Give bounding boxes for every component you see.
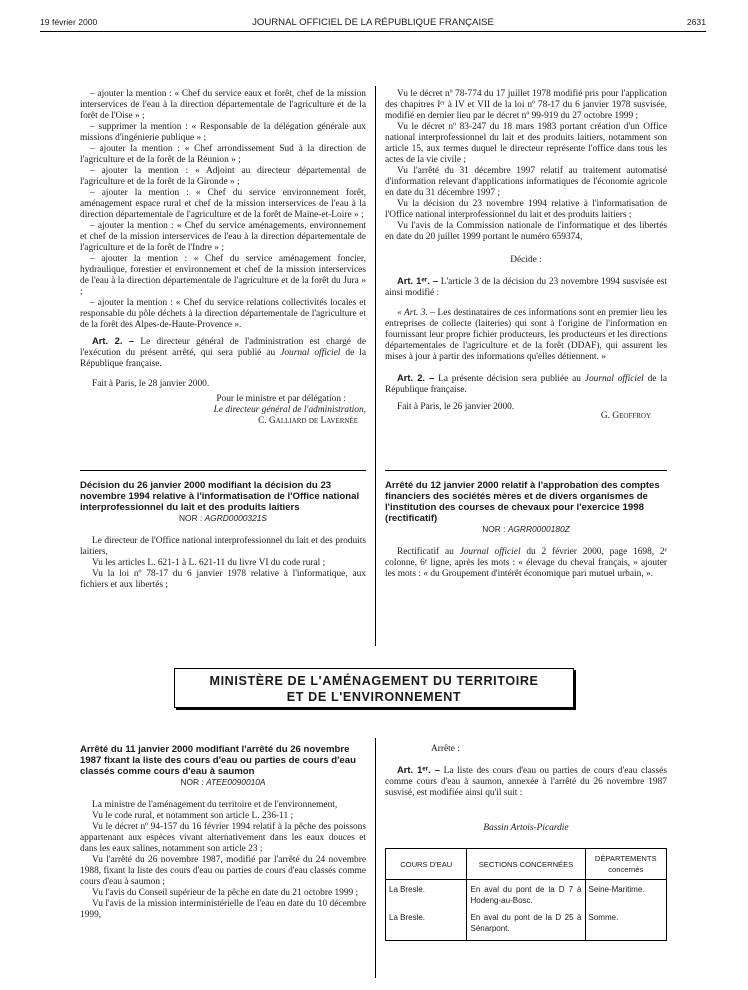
decide-heading: Décide : <box>510 255 542 265</box>
journal-ref: Journal officiel <box>280 348 341 358</box>
header-rule <box>40 31 706 32</box>
rivers-table <box>385 848 667 941</box>
list-item: – ajouter la mention : « Chef du service eaux et forêt, chef de la mission interservices de l'eau à la direction départementale de l'agriculture et de la forêt de l'Oise » ; <box>80 89 366 121</box>
article-label: Art. 1ᵉʳ. – <box>397 764 440 775</box>
nor-code: AGRD0000321S <box>204 513 267 523</box>
signature-line-1: Pour le ministre et par délégation : <box>216 394 346 404</box>
nor-label: NOR : <box>180 777 207 787</box>
column-divider-bottom <box>375 738 376 978</box>
text: Rectificatif au <box>397 547 460 557</box>
nor-code: ATEE0090010A <box>206 777 266 787</box>
paragraph: Vu l'avis du Conseil supérieur de la pêche en date du 21 octobre 1999 ; <box>92 888 359 898</box>
nor-code: AGRR0000180Z <box>507 524 570 534</box>
text: du 2 février 2000, page 1698, 2ᵉ colonne, 6ᵉ ligne, après les mots : « élevage du cheval français, » ajouter les mots : « du Groupement d'intérêt économique pari mutuel urbain, ». <box>385 547 668 579</box>
decision-title: Décision du 26 janvier 2000 modifiant la décision du 23 novembre 1994 relative à l'informatisation de l'Office national interprofessionnel du lait et des produits laitiers <box>80 480 360 513</box>
article-label: Art. 2. – <box>397 372 435 383</box>
list-item: – ajouter la mention : « Chef du service environnement forêt, aménagement espace rural et chef de la mission interservices de l'eau à la direction départementale de l'agriculture et de la forêt de Maine-et-Loire » ; <box>80 188 366 220</box>
list-item: – ajouter la mention : « Chef du service relations collectivités locales et responsable du pôle déchets à la direction départementale de l'agriculture et de la forêt des Alpes-de-Haute-Provence ». <box>80 298 366 330</box>
journal-title: JOURNAL OFFICIEL DE LA RÉPUBLIQUE FRANÇAISE <box>252 17 494 28</box>
section-rule <box>80 470 366 471</box>
nor-label: NOR : <box>482 524 508 534</box>
arrete-heading: Arrête : <box>431 744 460 754</box>
article-text: La présente décision sera publiée au <box>434 374 585 384</box>
article-label: Art. 1ᵉʳ. – <box>397 275 439 286</box>
paragraph: Vu l'avis de la mission interministérielle de l'eau en date du 10 décembre 1999, <box>80 899 366 920</box>
paragraph: Vu l'arrêté du 26 novembre 1987, modifié par l'arrêté du 24 novembre 1988, fixant la liste des cours d'eau ou parties de cours d'eau classés comme cours d'eau à saumon ; <box>80 855 366 887</box>
list-item: – ajouter la mention : « Chef du service aménagements, environnement et chef de la mission interservices de l'eau à la direction départementale de l'agriculture et de la forêt de l'Indre » ; <box>80 221 366 253</box>
article-label: « Art. 3. <box>397 308 428 318</box>
paragraph: Vu le décret nº 83-247 du 18 mars 1983 portant création d'un Office national interprofessionnel du lait et des produits laitiers, notamment son article 15, aux termes duquel le directeur représente l'office dans tous les actes de la vie civile ; <box>385 122 667 165</box>
arrete-rectificatif-section <box>385 480 667 580</box>
signature-line-2: Le directeur général de l'administration, <box>213 405 366 415</box>
paragraph: Vu le décret nº 94-157 du 16 février 1994 relatif à la pêche des poissons appartenant aux espèces vivant alternativement dans les eaux douces et dans les eaux salines, notamment son article 23 ; <box>80 822 366 854</box>
signature-name: C. Galliard de Lavernée <box>258 416 358 426</box>
table-row <box>386 880 667 909</box>
done-at: Fait à Paris, le 28 janvier 2000. <box>92 379 210 389</box>
ministry-banner <box>174 668 574 708</box>
paragraph: La ministre de l'aménagement du territoire et de l'environnement, <box>92 800 338 810</box>
table-cell: Somme. <box>585 908 667 941</box>
article-1 <box>385 275 667 299</box>
arrete-title: Arrêté du 12 janvier 2000 relatif à l'approbation des comptes financiers des sociétés mères et de divers organismes de l'institution des courses de chevaux pour l'exercice 1998 (rectificatif) <box>385 480 660 524</box>
rivers-table-wrap <box>385 848 667 941</box>
paragraph: Vu la décision du 23 novembre 1994 relative à l'informatisation de l'Office national interprofessionnel du lait et des produits laitiers ; <box>385 199 667 220</box>
article-1 <box>385 764 667 799</box>
paragraph: Vu le code rural, et notamment son article L. 236-11 ; <box>92 811 294 821</box>
paragraph: Vu la loi nº 78-17 du 6 janvier 1978 relative à l'informatique, aux fichiers et aux libertés ; <box>80 569 366 590</box>
column-header: COURS D'EAU <box>386 849 467 880</box>
section-rule <box>385 470 667 471</box>
paragraph: Vu le décret nº 78-774 du 17 juillet 1978 modifié pris pour l'application des chapitres Iᵉʳ à IV et VII de la loi nº 78-17 du 6 janvier 1978 susvisée, modifié en dernier lieu par le décret nº 99-919 du 27 octobre 1999 ; <box>385 89 667 121</box>
paragraph: Le directeur de l'Office national interprofessionnel du lait et des produits laitiers, <box>80 536 366 557</box>
nor-reference <box>80 777 366 788</box>
list-item: – ajouter la mention : « Chef du service aménagement foncier, hydraulique, forestier et environnement et chef de la mission interservices de l'eau à la direction départementale de l'agriculture et de la forêt du Jura » ; <box>80 254 366 297</box>
right-column-top <box>385 89 667 422</box>
table-cell: Seine-Maritime. <box>585 880 667 909</box>
article-label: Art. 2. – <box>92 335 135 346</box>
paragraph: Vu les articles L. 621-1 à L. 621-11 du livre VI du code rural ; <box>92 558 326 568</box>
page-header <box>40 17 706 31</box>
nor-reference <box>80 513 366 524</box>
arrete-title: Arrêté du 11 janvier 2000 modifiant l'arrêté du 26 novembre 1987 fixant la liste des cours d'eau ou parties de cours d'eau classés comme cours d'eau à saumon <box>80 744 356 777</box>
list-item: – supprimer la mention : « Responsable de la délégation générale aux missions d'ingénierie publique » ; <box>80 122 366 143</box>
article-3-quote <box>385 308 667 363</box>
list-item: – ajouter la mention : « Chef arrondissement Sud à la direction de l'agriculture et de la forêt de la Réunion » ; <box>80 144 366 165</box>
article-text: L'article 3 de la décision du 23 novembre 1994 susvisée est ainsi modifié : <box>385 277 667 298</box>
done-at: Fait à Paris, le 26 janvier 2000. <box>397 402 515 412</box>
column-header-departements <box>585 849 667 880</box>
decision-section <box>80 480 366 591</box>
article-2 <box>80 335 366 370</box>
column-header: DÉPARTEMENTS <box>594 854 657 863</box>
paragraph: Vu l'arrêté du 31 décembre 1997 relatif au traitement automatisé d'information relevant d'applications informatiques de l'économie agricole en date du 31 décembre 1997 ; <box>385 166 667 198</box>
rectificatif-text <box>385 547 667 580</box>
article-text: La liste des cours d'eau ou parties de cours d'eau classés comme cours d'eau à saumon, annexée à l'arrêté du 26 novembre 1987 susvisé, est modifiée ainsi qu'il suit : <box>385 766 667 798</box>
ministry-line-2: ET DE L'ENVIRONNEMENT <box>286 690 462 704</box>
column-header-sub: concernés <box>608 865 644 874</box>
table-header-row <box>386 849 667 880</box>
basin-heading: Bassin Artois-Picardie <box>483 823 569 833</box>
table-row <box>386 908 667 941</box>
column-header: SECTIONS CONCERNÉES <box>467 849 585 880</box>
paragraph: Vu l'avis de la Commission nationale de l'informatique et des libertés en date du 20 juillet 1999 portant le numéro 659374, <box>385 221 667 242</box>
article-text: – Les destinataires de ces informations sont en premier lieu les entreprises de collecte (laiteries) qui sont à l'origine de l'information en fournissant leur propre fichier producteurs, les producteurs et les directions départementales de l'agriculture et de la forêt (DDAF), qui assurent les mises à jour à partir des informations qu'elles détiennent. » <box>385 308 667 362</box>
left-column-top <box>80 89 366 427</box>
article-text-end: de la République française. <box>385 374 667 395</box>
journal-ref: Journal officiel <box>584 374 644 384</box>
arrete-saumon-section <box>80 744 366 921</box>
header-date: 19 février 2000 <box>40 17 98 27</box>
journal-ref: Journal officiel <box>459 547 521 557</box>
list-item: – ajouter la mention : « Adjoint au directeur départemental de l'agriculture et de la forêt de la Gironde » ; <box>80 166 366 187</box>
article-text: Le directeur général de l'administration est chargé de l'exécution du présent arrêté, qui sera publié au <box>80 337 366 358</box>
table-cell: La Bresle. <box>386 880 467 909</box>
page-number: 2631 <box>686 17 706 27</box>
article-2 <box>385 372 667 396</box>
nor-reference <box>385 524 667 535</box>
ministry-line-1: MINISTÈRE DE L'AMÉNAGEMENT DU TERRITOIRE <box>209 674 539 688</box>
table-cell: En aval du pont de la D 25 à Sénarpont. <box>467 908 585 941</box>
article-text-end: de la République française. <box>80 348 366 369</box>
arrete-saumon-articles <box>385 744 667 941</box>
signature-name: G. Geoffroy <box>600 411 651 421</box>
table-cell: La Bresle. <box>386 908 467 941</box>
column-divider-top <box>375 86 376 646</box>
nor-label: NOR : <box>179 513 205 523</box>
table-cell: En aval du pont de la D 7 à Hodeng-au-Bosc. <box>467 880 585 909</box>
